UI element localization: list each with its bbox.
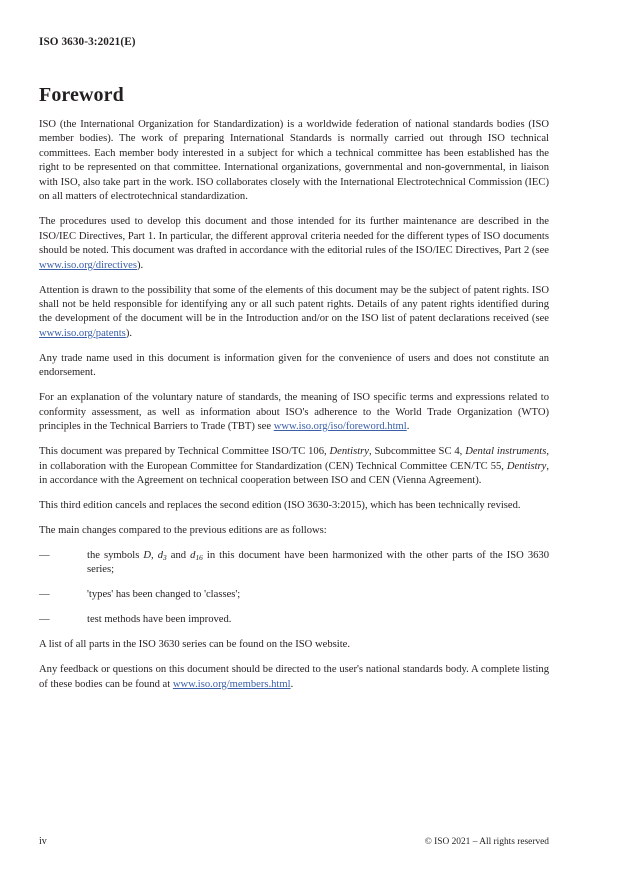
link-patents[interactable]: www.iso.org/patents [39, 327, 126, 339]
changes-list [39, 549, 549, 628]
paragraph-parts-list: A list of all parts in the ISO 3630 series can be found on the ISO website. [39, 639, 350, 651]
page-content [39, 0, 550, 690]
running-head: ISO 3630-3:2021(E) [39, 36, 136, 48]
symbol-d3 [158, 550, 167, 561]
paragraph-main-changes-intro: The main changes compared to the previous editions are as follows: [39, 524, 327, 536]
dash-bullet-icon: — [39, 549, 50, 561]
paragraph-voluntary-text-before: For an explanation of the voluntary nature of standards, the meaning of ISO specific terms and expressions related to conformity assessment, as well as information about ISO's adherence to the World Trade Organization (WTO) principles in the Technical Barriers to Trade (TBT) see [39, 392, 549, 433]
copyright-notice: © ISO 2021 – All rights reserved [424, 837, 549, 847]
paragraph-edition-replacement: This third edition cancels and replaces the second edition (ISO 3630-3:2015), which has been technically revised. [39, 499, 521, 511]
paragraph-procedures-text-after: ). [136, 259, 144, 271]
change-item-1-text-3: and [166, 549, 191, 561]
change-item-2-text: 'types' has been changed to 'classes'; [87, 589, 241, 601]
symbol-d16-base: d [190, 549, 196, 561]
dash-bullet-icon: — [39, 589, 50, 601]
change-item-1-text-4: in this document have been harmonized with the other parts of the ISO 3630 series; [87, 549, 550, 576]
symbol-d3-subscript: 3 [163, 552, 167, 562]
link-members-html[interactable]: www.iso.org/members.html [172, 678, 291, 690]
list-item [39, 613, 549, 627]
paragraph-patent-rights [39, 284, 549, 342]
committee-text-4: , in accordance with the Agreement on technical cooperation between ISO and CEN (Vienna Agreement). [39, 460, 549, 487]
paragraph-patent-text-before: Attention is drawn to the possibility that some of the elements of this document may be the subject of patent rights. ISO shall not be held responsible for identifying any or all such patent rights. Details of any patent rights identified during the development of the document will be in the Introduction and/or on the ISO list of patent declarations received (see [39, 284, 549, 325]
link-directives[interactable]: www.iso.org/directives [39, 259, 137, 271]
symbol-d16-subscript: 16 [195, 552, 203, 562]
paragraph-committee [39, 445, 549, 488]
feedback-text-before: Any feedback or questions on this document should be directed to the user's national standards body. A complete listing of these bodies can be found at [39, 664, 549, 690]
dash-bullet-icon: — [39, 614, 50, 626]
symbol-d3-base: d [157, 549, 164, 561]
committee-text-2: , Subcommittee SC 4, [368, 446, 466, 458]
paragraph-patent-text-after: ). [125, 327, 132, 339]
link-foreword-html[interactable]: www.iso.org/iso/foreword.html [273, 421, 407, 433]
committee-italic-dental-instruments: Dental instruments [465, 446, 547, 458]
list-item [39, 588, 549, 602]
foreword-body [39, 118, 549, 692]
change-item-1-text-1: the symbols [87, 549, 144, 561]
paragraph-procedures-text-before: The procedures used to develop this document and those intended for its further maintenance are described in the ISO/IEC Directives, Part 1. In particular, the different approval criteria needed for the different types of ISO documents should be noted. This document was drafted in accordance with the editorial rules of the ISO/IEC Directives, Part 2 (see [39, 216, 549, 257]
paragraph-voluntary-text-after: . [406, 421, 410, 433]
page-number: iv [39, 836, 47, 847]
paragraph-trade-name: Any trade name used in this document is information given for the convenience of users and does not constitute an endorsement. [39, 352, 549, 379]
paragraph-scope-iso: ISO (the International Organization for Standardization) is a worldwide federation of national standards bodies (ISO member bodies). The work of preparing International Standards is normally carried out through ISO technical committees. Each member body interested in a subject for which a technical committee has been established has the right to be represented on that committee. International organizations, governmental and non-governmental, in liaison with ISO, also take part in the work. ISO collaborates closely with the International Electrotechnical Commission (IEC) on all matters of electrotechnical standardization. [39, 119, 549, 203]
page-footer [39, 836, 549, 847]
page-title: Foreword [39, 84, 124, 106]
committee-text-1: This document was prepared by Technical Committee ISO/TC 106, [39, 446, 330, 458]
paragraph-voluntary-nature [39, 391, 549, 434]
paragraph-feedback [39, 663, 549, 692]
symbol-d16 [190, 550, 203, 561]
change-item-3-text: test methods have been improved. [87, 614, 232, 626]
committee-italic-dentistry-1: Dentistry [329, 446, 369, 458]
list-item [39, 549, 549, 578]
committee-italic-dentistry-2: Dentistry [506, 460, 547, 472]
paragraph-procedures [39, 215, 549, 273]
change-item-1-text-2: , [151, 549, 158, 561]
committee-text-3: , in collaboration with the European Committee for Standardization (CEN) Technical Committee CEN/TC 55, [39, 446, 549, 472]
symbol-d-capital: D [143, 549, 152, 561]
feedback-text-after: . [290, 678, 294, 690]
